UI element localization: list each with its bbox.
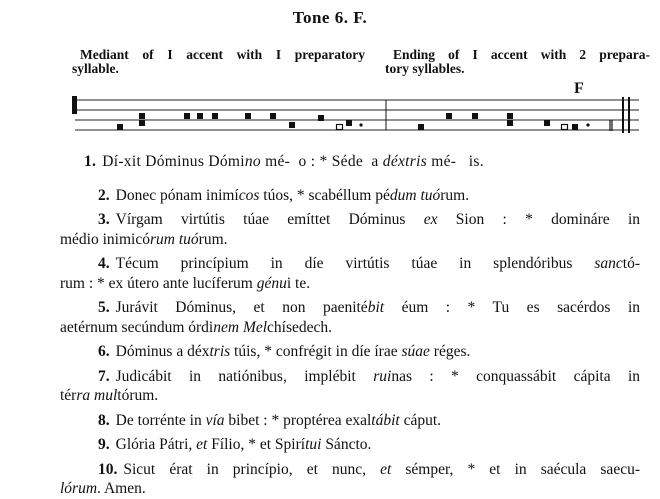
chant-staff (0, 0, 660, 150)
neume-punctum (197, 113, 203, 119)
neume-punctum (184, 113, 190, 119)
verse-number: 2. (98, 186, 110, 204)
verse-line-2 (60, 479, 640, 499)
verse-italic-segment: sanc (594, 255, 623, 272)
verse-italic-segment: et (380, 460, 392, 478)
neume-punctum (139, 120, 145, 126)
neume-punctum (289, 122, 295, 128)
verse-text-segment: túos, * scabéllum pé (259, 186, 390, 204)
verse-text-segment: Donec pónam inimí (115, 186, 239, 204)
ending-caption-line1: Ending of I accent with 2 prepara- (393, 47, 650, 62)
verse-number: 7. (98, 367, 110, 385)
verse-text-segment: mé- o : * Séde a (260, 153, 383, 170)
neume-punctum (544, 120, 550, 126)
verse-italic-segment: déxtris (382, 153, 428, 170)
verse-italic-segment: nem (213, 318, 240, 336)
verse-text-segment: rum. (440, 186, 470, 204)
verse-number: 4. (98, 255, 110, 272)
ending-caption-line2: tory syllables. (385, 61, 465, 76)
verse-text-segment: réges. (429, 343, 471, 360)
mediant-caption-line1: Mediant of I accent with I preparatory (80, 47, 365, 62)
verse-line-1 (98, 254, 640, 274)
verse-line-2 (60, 318, 640, 338)
neume-punctum (117, 124, 123, 130)
verse-text-segment: mé- is. (427, 153, 484, 170)
verse-line-2 (60, 386, 640, 406)
verse-text-segment: cáput. (399, 411, 442, 429)
verse-text-segment: bibet : * proptérea exal (224, 411, 372, 429)
neume-open (337, 125, 343, 130)
neume-punctum (572, 124, 578, 130)
verse-text-segment: Dí-xit Dóminus Dómi (102, 153, 245, 170)
verse-italic-segment: tris (209, 343, 231, 360)
verse-text-segment: Sáncto. (321, 436, 372, 453)
verse-text-segment: chísedech. (267, 318, 333, 336)
verse-italic-segment: et (196, 436, 208, 453)
mediant-caption-line2: syllable. (72, 61, 119, 76)
neumes (117, 113, 590, 130)
verse-line-1 (98, 210, 640, 230)
verse-italic-segment: dum (389, 186, 417, 204)
verse-italic-segment: lórum (60, 480, 98, 497)
verse-6 (84, 342, 640, 362)
verse-text-segment: Jurávit Dóminus, et non paenité (115, 299, 368, 316)
neume-dot (586, 123, 589, 126)
verse-4 (60, 254, 640, 293)
open-neumes (337, 125, 568, 130)
verse-text-segment: rum : * ex útero ante lucíferum (60, 274, 257, 292)
verse-text-segment: . Amen. (97, 480, 146, 497)
verse-line-2 (60, 274, 640, 294)
verse-italic-segment: tuó (178, 230, 199, 248)
neume-punctum (418, 124, 424, 130)
verse-italic-segment: ex (423, 211, 438, 228)
neume-punctum (507, 120, 513, 126)
verse-text-segment: aetérnum secúndum órdi (60, 318, 214, 336)
verse-italic-segment: rui (373, 367, 392, 385)
verse-number: 6. (98, 343, 110, 360)
verse-text-segment: Dóminus a déx (115, 343, 210, 360)
verse-italic-segment: no (244, 153, 261, 170)
verse-line-2 (60, 230, 640, 250)
custos-marks (610, 120, 612, 131)
verse-9 (84, 435, 640, 455)
verse-text-segment: éum : * Tu es sacérdos in (384, 299, 641, 316)
neume-punctum (139, 113, 145, 119)
verse-text-segment: sémper, * et in saécula saecu- (391, 460, 640, 478)
verse-number: 1. (84, 153, 97, 170)
verse-text-segment: médio inimicó (60, 230, 150, 248)
verse-number: 9. (98, 436, 110, 453)
verse-text-segment: túis, * confrégit in díe írae (230, 343, 402, 360)
verse-text-segment: Fílio, * et Spirí (207, 436, 306, 453)
neume-punctum (472, 113, 478, 119)
verse-italic-segment: Mel (242, 318, 268, 336)
verse-italic-segment: tábit (371, 411, 400, 429)
verse-italic-segment: vía (205, 411, 225, 429)
verse-number: 8. (98, 411, 110, 429)
verse-text-segment: nas : * conquassábit cápita in (391, 367, 641, 385)
verse-italic-segment: tui (305, 436, 322, 453)
verse-line-1 (98, 367, 640, 387)
verse-1 (84, 152, 640, 172)
verse-number: 3. (98, 211, 110, 228)
verse-text-segment: Técum princípium in díe virtútis túae in splendóribus (115, 255, 595, 272)
verse-text-segment: i te. (286, 274, 311, 292)
neume-punctum (346, 120, 352, 126)
verse-text-segment: tó- (622, 255, 640, 272)
verse-2 (84, 186, 640, 206)
verse-text-segment: Judicábit in natiónibus, implébit (115, 367, 374, 385)
verse-italic-segment: cos (238, 186, 260, 204)
verse-8 (84, 411, 640, 431)
verse-text-segment: De torrénte in (115, 411, 206, 429)
neume-punctum (446, 113, 452, 119)
verse-10 (60, 460, 640, 499)
neume-dot (359, 123, 362, 126)
verse-italic-segment: ra (76, 387, 91, 404)
verse-3 (60, 210, 640, 249)
neume-punctum (318, 115, 324, 121)
page-title: Tone 6. F. (292, 8, 368, 27)
verse-number: 10. (98, 460, 118, 478)
verse-italic-segment: bit (367, 299, 385, 316)
verse-italic-segment: génu (256, 274, 287, 292)
verse-line-1 (98, 298, 640, 318)
verse-italic-segment: rum (149, 230, 175, 248)
verse-text-segment: Sion : * domináre in (437, 211, 640, 228)
verse-italic-segment: tuó (420, 186, 441, 204)
verse-text-segment: Vírgam virtútis túae emíttet Dóminus (115, 211, 424, 228)
neume-punctum (507, 113, 513, 119)
verse-italic-segment: súae (401, 343, 430, 360)
verse-number: 5. (98, 299, 110, 316)
verse-7 (60, 367, 641, 406)
neume-punctum (245, 113, 251, 119)
neume-punctum (270, 113, 276, 119)
final-letter: F (574, 80, 584, 97)
c-clef-icon (72, 96, 77, 114)
verse-line-1 (98, 460, 640, 480)
verse-italic-segment: mul (94, 387, 118, 404)
verse-text-segment: tórum. (117, 387, 159, 404)
neume-open (562, 125, 568, 130)
verse-text-segment: Glória Pátri, (115, 436, 197, 453)
verse-text-segment: rum. (198, 230, 228, 248)
verse-text-segment: Sicut érat in princípio, et nunc, (123, 460, 381, 478)
neume-punctum (212, 113, 218, 119)
verse-text-segment: tér (60, 387, 77, 404)
verse-5 (60, 298, 641, 337)
staff-lines (75, 100, 639, 130)
verse-list (60, 152, 641, 499)
